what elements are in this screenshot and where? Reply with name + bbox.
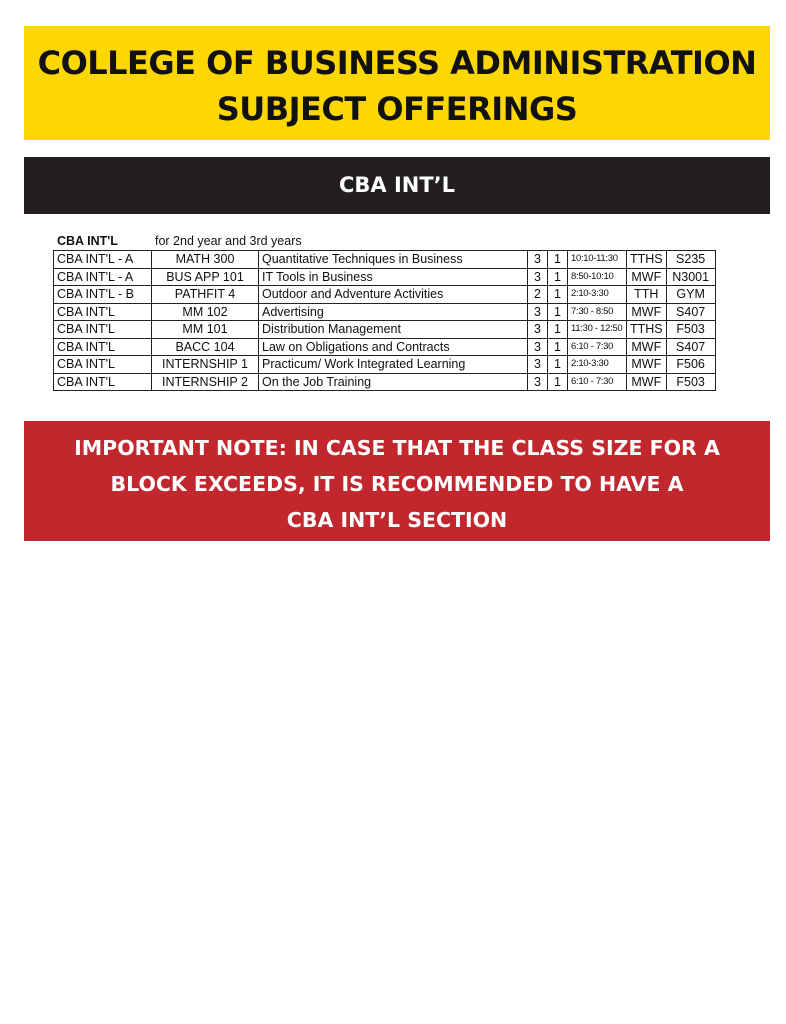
note-line-1: IMPORTANT NOTE: IN CASE THAT THE CLASS SIZE FOR A — [74, 436, 720, 460]
table-note: for 2nd year and 3rd years — [155, 234, 302, 248]
days-cell: TTHS — [627, 321, 667, 339]
section-title: CBA INT’L — [338, 173, 456, 197]
time-cell: 11:30 - 12:50 — [568, 321, 627, 339]
room-cell: S407 — [666, 303, 715, 321]
course-title-cell: Outdoor and Adventure Activities — [259, 286, 528, 304]
room-cell: S407 — [666, 338, 715, 356]
room-cell: F506 — [666, 356, 715, 374]
table-row — [54, 268, 716, 286]
lab-cell: 1 — [548, 251, 568, 269]
time-cell: 8:50-10:10 — [568, 268, 627, 286]
table-row — [54, 303, 716, 321]
course-title-cell: Advertising — [259, 303, 528, 321]
course-code-cell: INTERNSHIP 2 — [152, 373, 259, 391]
room-cell: GYM — [666, 286, 715, 304]
units-cell: 3 — [528, 303, 548, 321]
units-cell: 3 — [528, 373, 548, 391]
course-title-cell: Practicum/ Work Integrated Learning — [259, 356, 528, 374]
room-cell: F503 — [666, 321, 715, 339]
units-cell: 3 — [528, 356, 548, 374]
course-title-cell: On the Job Training — [259, 373, 528, 391]
units-cell: 3 — [528, 338, 548, 356]
page-title-line-1: COLLEGE OF BUSINESS ADMINISTRATION — [37, 44, 757, 82]
table-row — [54, 373, 716, 391]
note-line-2: BLOCK EXCEEDS, IT IS RECOMMENDED TO HAVE A — [110, 472, 684, 496]
section-cell: CBA INT'L - A — [54, 268, 152, 286]
course-title-cell: Law on Obligations and Contracts — [259, 338, 528, 356]
title-banner — [24, 26, 770, 140]
important-note-banner — [24, 421, 770, 541]
section-cell: CBA INT'L — [54, 338, 152, 356]
course-title-cell: Distribution Management — [259, 321, 528, 339]
time-cell: 10:10-11:30 — [568, 251, 627, 269]
table-row — [54, 338, 716, 356]
course-code-cell: PATHFIT 4 — [152, 286, 259, 304]
table-row — [54, 321, 716, 339]
days-cell: MWF — [627, 268, 667, 286]
time-cell: 7:30 - 8:50 — [568, 303, 627, 321]
note-line-3: CBA INT’L SECTION — [286, 508, 508, 532]
time-cell: 2:10-3:30 — [568, 286, 627, 304]
course-title-cell: IT Tools in Business — [259, 268, 528, 286]
table-label: CBA INT'L — [57, 234, 118, 248]
units-cell: 3 — [528, 321, 548, 339]
units-cell: 3 — [528, 268, 548, 286]
days-cell: MWF — [627, 356, 667, 374]
course-code-cell: INTERNSHIP 1 — [152, 356, 259, 374]
room-cell: S235 — [666, 251, 715, 269]
days-cell: MWF — [627, 338, 667, 356]
table-caption — [57, 234, 302, 248]
table-row — [54, 251, 716, 269]
units-cell: 2 — [528, 286, 548, 304]
course-code-cell: MM 102 — [152, 303, 259, 321]
table-row — [54, 356, 716, 374]
page-title-line-2: SUBJECT OFFERINGS — [216, 90, 578, 128]
room-cell: F503 — [666, 373, 715, 391]
units-cell: 3 — [528, 251, 548, 269]
time-cell: 6:10 - 7:30 — [568, 373, 627, 391]
section-cell: CBA INT'L — [54, 356, 152, 374]
section-banner — [24, 157, 770, 214]
course-code-cell: MATH 300 — [152, 251, 259, 269]
lab-cell: 1 — [548, 303, 568, 321]
days-cell: TTH — [627, 286, 667, 304]
lab-cell: 1 — [548, 373, 568, 391]
course-title-cell: Quantitative Techniques in Business — [259, 251, 528, 269]
lab-cell: 1 — [548, 286, 568, 304]
course-code-cell: BUS APP 101 — [152, 268, 259, 286]
lab-cell: 1 — [548, 321, 568, 339]
time-cell: 6:10 - 7:30 — [568, 338, 627, 356]
days-cell: MWF — [627, 373, 667, 391]
table-row — [54, 286, 716, 304]
section-cell: CBA INT'L - A — [54, 251, 152, 269]
course-code-cell: BACC 104 — [152, 338, 259, 356]
section-cell: CBA INT'L — [54, 321, 152, 339]
time-cell: 2:10-3:30 — [568, 356, 627, 374]
section-cell: CBA INT'L — [54, 373, 152, 391]
room-cell: N3001 — [666, 268, 715, 286]
section-cell: CBA INT'L - B — [54, 286, 152, 304]
days-cell: MWF — [627, 303, 667, 321]
lab-cell: 1 — [548, 338, 568, 356]
subject-offerings-table — [53, 250, 716, 391]
section-cell: CBA INT'L — [54, 303, 152, 321]
lab-cell: 1 — [548, 356, 568, 374]
days-cell: TTHS — [627, 251, 667, 269]
course-code-cell: MM 101 — [152, 321, 259, 339]
lab-cell: 1 — [548, 268, 568, 286]
